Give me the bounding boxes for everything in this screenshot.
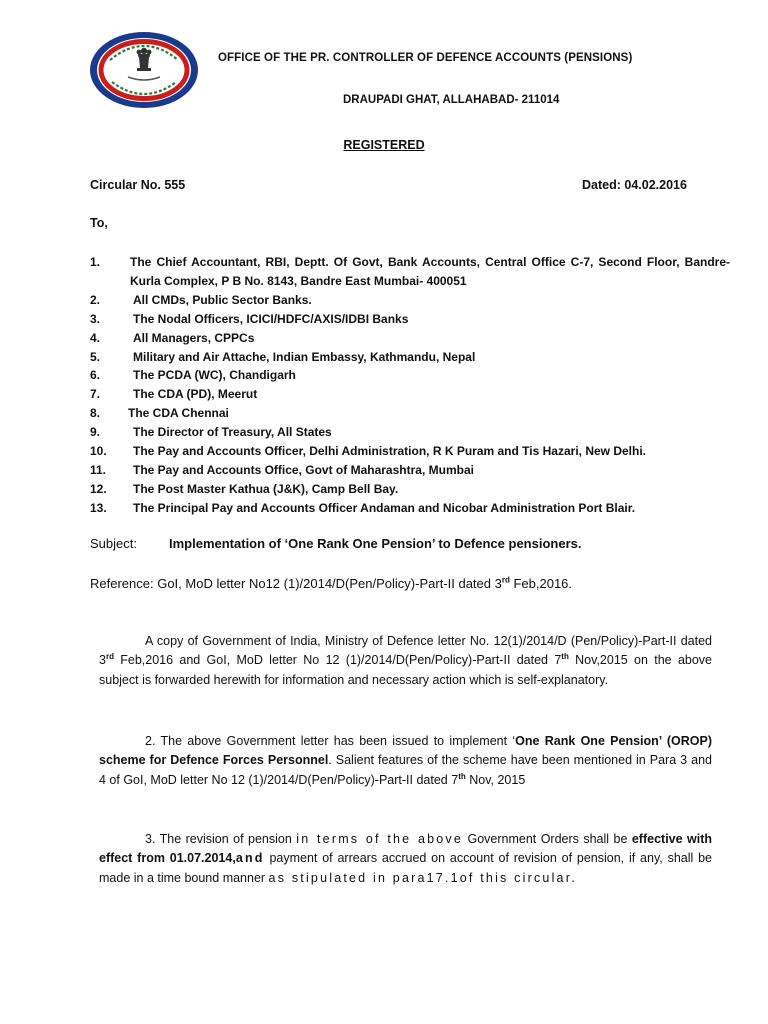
list-item-number: 4. xyxy=(90,330,101,345)
paragraph-text: Nov, 2015 xyxy=(465,772,526,787)
paragraph-text: Nov,2015 on the above subject is forwarded herewith for information and necessary action which is self-explanatory. xyxy=(99,653,712,687)
list-item-number: 8. xyxy=(90,406,101,421)
list-item-text: The Principal Pay and Accounts Officer Andaman and Nicobar Administration Port Blair. xyxy=(133,500,636,515)
list-item-text: The Chief Accountant, RBI, Deptt. Of Govt, Bank Accounts, Central Office C-7, Second Floor, Bandre- Kurla Complex, P B No. 8143, Bandre East Mumbai- 400051 xyxy=(130,255,730,288)
list-item-text: All Managers, CPPCs xyxy=(133,330,255,345)
list-item xyxy=(90,461,730,480)
paragraph-3 xyxy=(99,830,712,888)
reference-text-end: Feb,2016. xyxy=(509,576,573,591)
list-item-text: The Pay and Accounts Office, Govt of Maharashtra, Mumbai xyxy=(133,462,474,477)
to-label: To, xyxy=(90,216,108,230)
list-item-number: 9. xyxy=(90,425,101,440)
subject-line xyxy=(90,536,581,551)
list-item-text: The Post Master Kathua (J&K), Camp Bell Bay. xyxy=(133,481,399,496)
reference-line xyxy=(90,576,572,591)
paragraph-text: 2. The above Government letter has been issued to implement ‘ xyxy=(145,734,516,748)
list-item-number: 7. xyxy=(90,387,101,402)
list-item xyxy=(90,253,730,291)
list-item-text: The CDA Chennai xyxy=(128,406,229,421)
list-item xyxy=(90,404,730,423)
list-item-text: All CMDs, Public Sector Banks. xyxy=(133,292,312,307)
subject-text: Implementation of ‘One Rank One Pension’ to Defence pensioners. xyxy=(169,536,582,551)
paragraph-bold-spaced-text: and xyxy=(235,851,265,866)
paragraph-spaced-text: as stipulated in para17.1of this circular. xyxy=(268,870,578,885)
circular-date: Dated: 04.02.2016 xyxy=(582,178,687,192)
list-item xyxy=(90,385,730,404)
recipient-list xyxy=(90,253,730,518)
ordinal-sup: th xyxy=(561,652,569,662)
list-item-number: 10. xyxy=(90,444,107,459)
list-item xyxy=(90,348,730,367)
reference-sup: rd xyxy=(501,575,510,585)
paragraph-2 xyxy=(99,732,712,790)
paragraph-bold-text: One Rank One Pension’ (OROP) scheme for Defence Forces Personnel xyxy=(99,734,712,768)
list-item-text: The Pay and Accounts Officer, Delhi Administration, R K Puram and Tis Hazari, New Delhi. xyxy=(133,444,646,459)
list-item-number: 2. xyxy=(90,292,101,307)
list-item-text: The CDA (PD), Meerut xyxy=(133,387,258,402)
list-item-number: 11. xyxy=(90,462,107,477)
list-item-text: The Nodal Officers, ICICI/HDFC/AXIS/IDBI Banks xyxy=(133,311,409,326)
list-item-number: 1. xyxy=(90,255,101,269)
list-item xyxy=(90,480,730,499)
paragraph-bold-text: effective with effect from 01.07.2014, xyxy=(99,832,713,866)
list-item xyxy=(90,442,730,461)
paragraph-text: Feb,2016 and GoI, MoD letter No 12 (1)/2014/D(Pen/Policy)-Part-II dated 7 xyxy=(113,653,562,668)
list-item-text: Military and Air Attache, Indian Embassy, Kathmandu, Nepal xyxy=(133,349,476,364)
reference-text: Reference: GoI, MoD letter No12 (1)/2014/D(Pen/Policy)-Part-II dated 3 xyxy=(90,576,502,591)
paragraph-text: 7 xyxy=(451,772,459,787)
list-item-number: 12. xyxy=(90,481,107,496)
list-item-number: 6. xyxy=(90,368,101,383)
paragraph-text: A copy of Government of India, Ministry of Defence letter No. 12(1)/2014/D (Pen/Policy)-Part-II dated 3 xyxy=(99,634,712,668)
ordinal-sup: rd xyxy=(105,652,114,662)
list-item xyxy=(90,329,730,348)
emblem-seal-icon xyxy=(88,30,200,110)
paragraph-text: payment of arrears accrued on account of revision of pension, if any, shall be made in a time bound manner xyxy=(99,851,713,885)
list-item-text: The PCDA (WC), Chandigarh xyxy=(133,368,296,383)
list-item xyxy=(90,366,730,385)
paragraph-1 xyxy=(99,632,712,690)
office-name: OFFICE OF THE PR. CONTROLLER OF DEFENCE ACCOUNTS (PENSIONS) xyxy=(218,52,633,64)
registered-heading: REGISTERED xyxy=(343,138,425,152)
ordinal-sup: th xyxy=(458,771,466,781)
office-address: DRAUPADI GHAT, ALLAHABAD- 211014 xyxy=(343,94,560,106)
subject-label: Subject: xyxy=(90,536,137,551)
list-item xyxy=(90,310,730,329)
paragraph-spaced-text: in terms of the above xyxy=(296,832,464,846)
paragraph-text: . Salient features of the scheme have been mentioned in Para 3 and 4 of GoI, MoD letter No 12 (1)/2014/D(Pen/Policy)-Part-II dated xyxy=(99,753,712,787)
list-item xyxy=(90,423,730,442)
list-item-number: 5. xyxy=(90,349,101,364)
list-item-number: 13. xyxy=(90,500,107,515)
list-item-number: 3. xyxy=(90,311,101,326)
list-item xyxy=(90,291,730,310)
list-item xyxy=(90,499,730,518)
list-item-text: The Director of Treasury, All States xyxy=(133,425,332,440)
paragraph-text: 3. The revision of pension xyxy=(145,832,297,846)
paragraph-text: Government Orders shall be xyxy=(463,832,632,846)
circular-number: Circular No. 555 xyxy=(90,178,186,192)
